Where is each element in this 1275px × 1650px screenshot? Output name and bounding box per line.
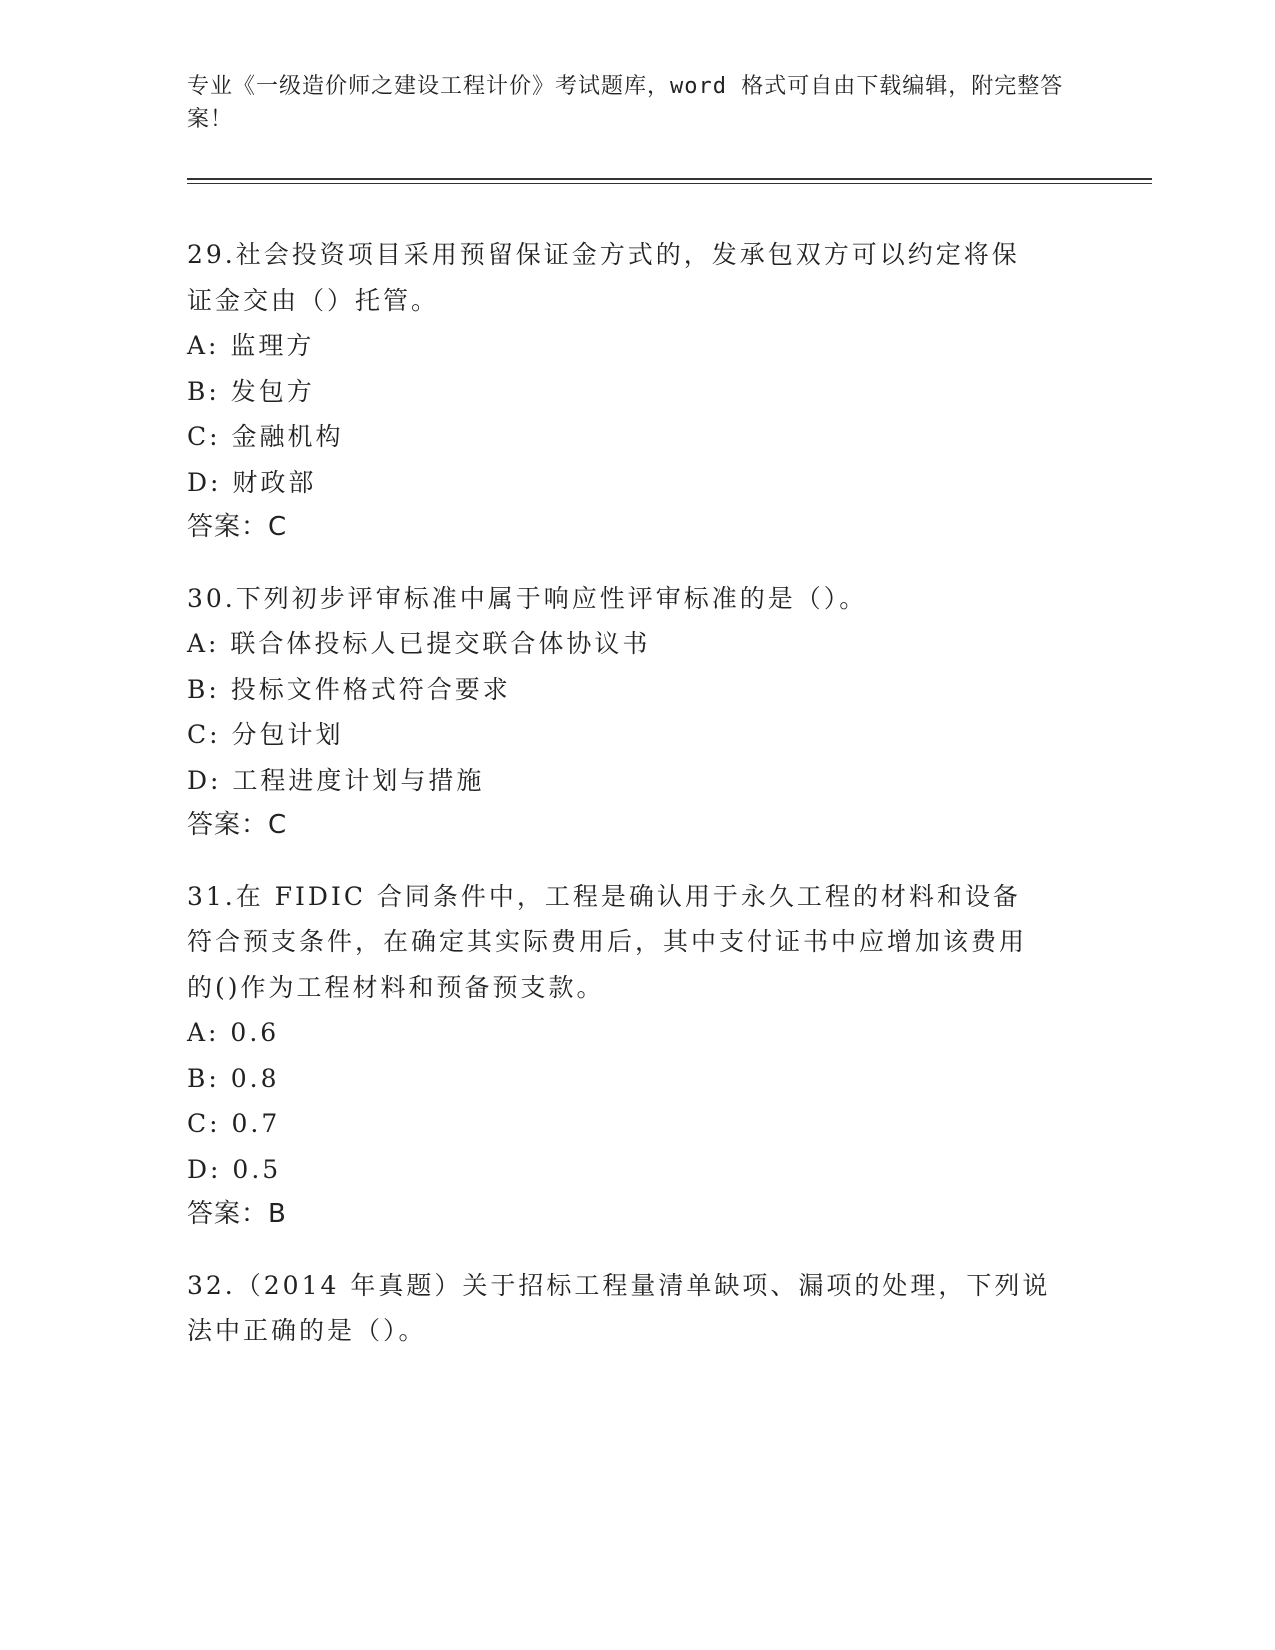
question-stem: 29.社会投资项目采用预留保证金方式的，发承包双方可以约定将保证金交由（）托管。 — [187, 240, 1020, 315]
document-header: 专业《一级造价师之建设工程计价》考试题库，word 格式可自由下载编辑，附完整答案！ — [187, 74, 1064, 132]
question-stem: 31.在 FIDIC 合同条件中，工程是确认用于永久工程的材料和设备符合预支条件，在确定其实际费用后，其中支付证书中应增加该费用的()作为工程材料和预备预支款。 — [187, 881, 1028, 1002]
option-c: C: 分包计划 — [187, 720, 344, 749]
question-stem: 30.下列初步评审标准中属于响应性评审标准的是（）。 — [187, 583, 868, 613]
option-a: A: 联合体投标人已提交联合体协议书 — [187, 629, 651, 658]
option-d: D: 财政部 — [187, 467, 317, 497]
question-29 — [187, 232, 1087, 551]
option-b: B: 0.8 — [187, 1063, 280, 1093]
question-stem: 32.（2014 年真题）关于招标工程量清单缺项、漏项的处理，下列说法中正确的是（）。 — [187, 1270, 1051, 1345]
option-b: B: 发包方 — [187, 376, 315, 406]
question-list — [187, 232, 1087, 1379]
option-a: A: 监理方 — [187, 331, 315, 360]
answer-label: 答案：B — [187, 1199, 287, 1229]
option-a: A: 0.6 — [187, 1018, 280, 1047]
question-31 — [187, 874, 1087, 1238]
option-d: D: 0.5 — [187, 1154, 282, 1184]
header-divider-top — [187, 178, 1152, 180]
option-c: C: 0.7 — [187, 1109, 281, 1138]
question-32 — [187, 1263, 1087, 1354]
answer-label: 答案：C — [187, 810, 288, 840]
header-divider-bottom — [187, 183, 1152, 184]
question-30 — [187, 576, 1087, 849]
option-c: C: 金融机构 — [187, 422, 344, 451]
option-d: D: 工程进度计划与措施 — [187, 765, 485, 795]
option-b: B: 投标文件格式符合要求 — [187, 674, 511, 704]
answer-label: 答案：C — [187, 512, 288, 542]
